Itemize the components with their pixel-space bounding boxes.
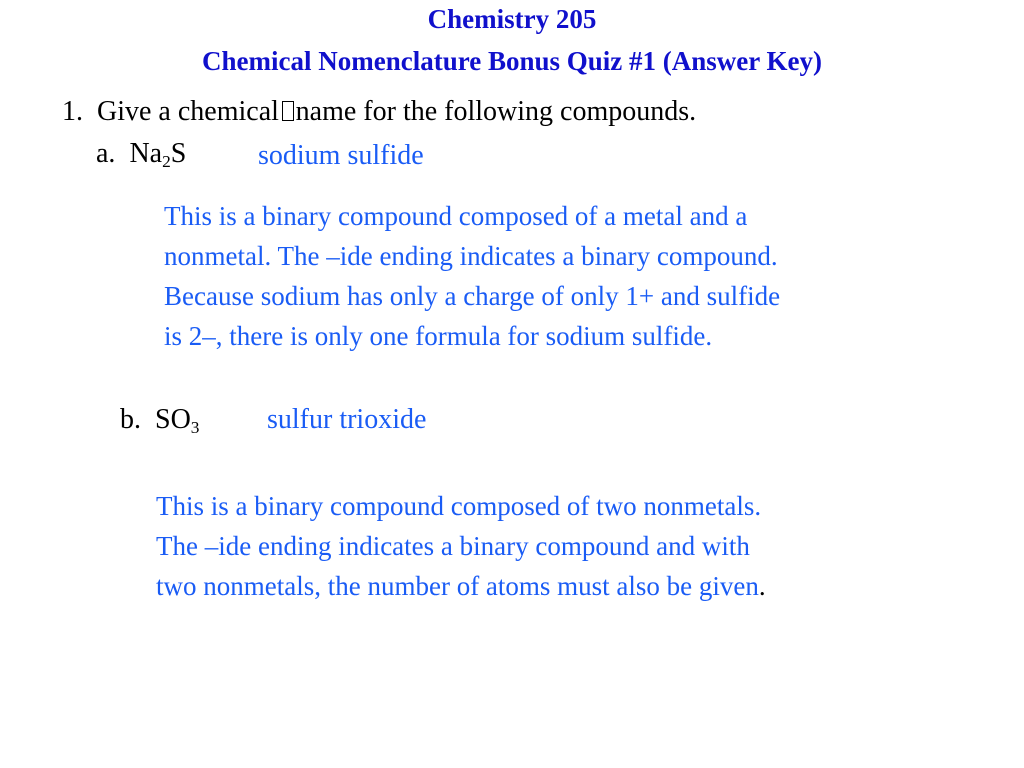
quiz-title: Chemical Nomenclature Bonus Quiz #1 (Answer Key): [202, 46, 822, 76]
item-a-answer: sodium sulfide: [258, 140, 424, 171]
item-a-formula-subscript: 2: [162, 151, 171, 171]
item-b-explanation-text: two nonmetals, the number of atoms must also be given: [156, 571, 759, 601]
item-b-letter: b.: [120, 404, 141, 435]
item-a-formula-tail: S: [170, 138, 187, 169]
item-b-formula-subscript: 3: [190, 417, 200, 437]
course-title: Chemistry 205: [427, 4, 597, 34]
item-b-explanation: [156, 486, 766, 606]
question-1: [62, 96, 696, 128]
item-b-explanation-line: The –ide ending indicates a binary compound and with: [156, 531, 750, 561]
item-a-letter: a.: [96, 138, 116, 169]
item-a-explanation-line: This is a binary compound composed of a metal and a: [164, 201, 748, 231]
item-b-explanation-line: This is a binary compound composed of two nonmetals.: [156, 491, 762, 521]
missing-glyph-box-icon: [282, 101, 294, 121]
question-number: 1.: [62, 96, 83, 127]
question-text-after: name for the following compounds.: [295, 96, 697, 127]
item-a-explanation-line: Because sodium has only a charge of only 1+ and sulfide: [164, 281, 781, 311]
item-b-formula-base: SO: [155, 404, 191, 435]
item-b-explanation-period: .: [758, 571, 766, 601]
item-b-explanation-line: [156, 566, 766, 606]
item-a-explanation: [164, 196, 780, 356]
item-b-answer: sulfur trioxide: [267, 404, 427, 435]
item-b-formula: [120, 404, 199, 436]
question-text-before: Give a chemical: [97, 96, 279, 127]
item-a-explanation-line: is 2–, there is only one formula for sodium sulfide.: [164, 321, 713, 351]
item-a-explanation-line: nonmetal. The –ide ending indicates a binary compound.: [164, 241, 778, 271]
item-a-formula: [96, 138, 186, 170]
item-a-formula-base: Na: [129, 138, 163, 169]
